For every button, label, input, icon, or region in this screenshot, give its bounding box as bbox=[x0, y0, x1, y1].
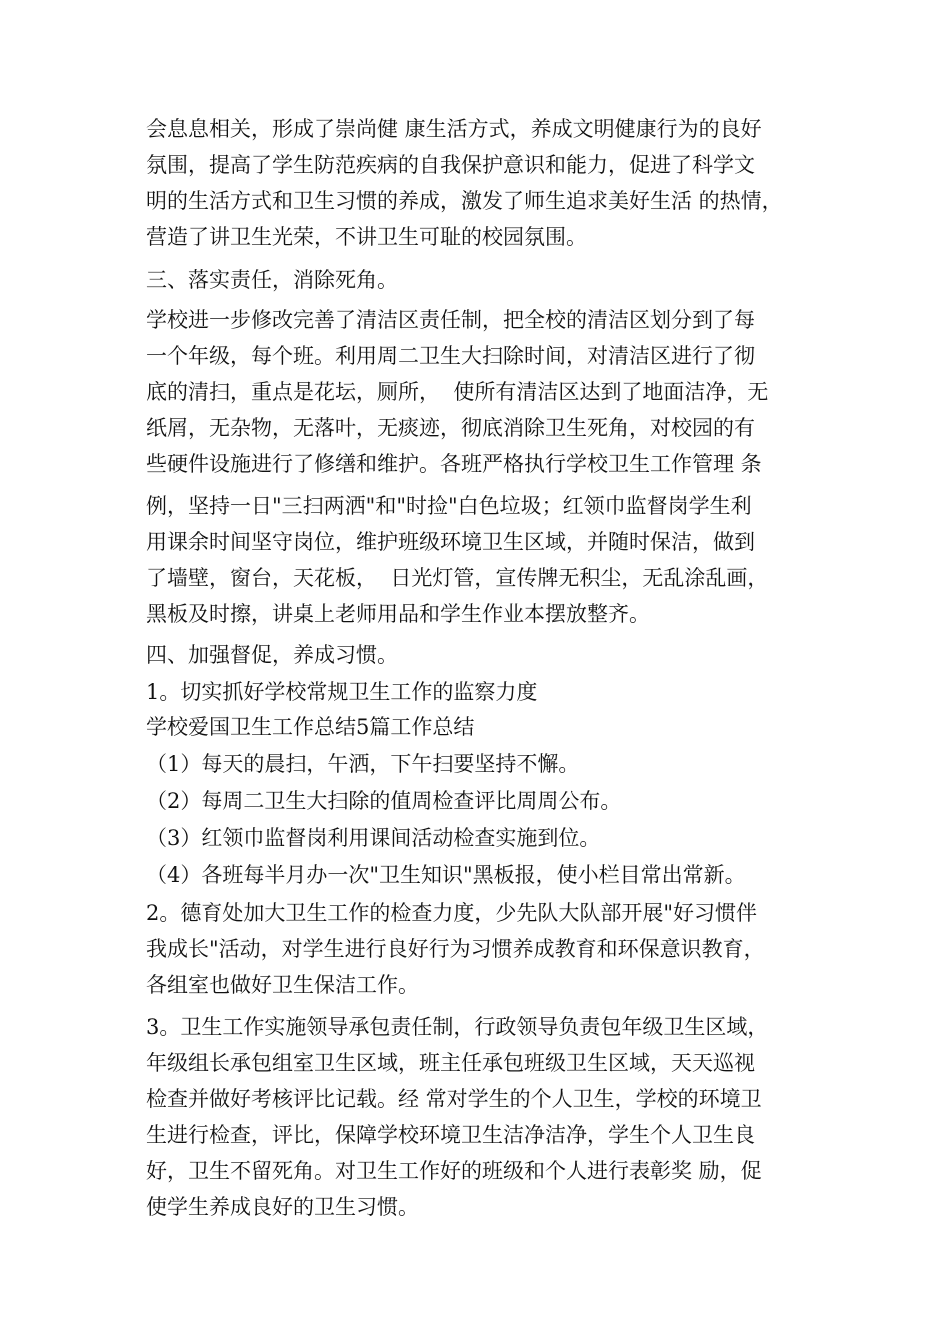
text-line: 生进行检查，评比，保障学校环境卫生洁净洁净，学生个人卫生良 bbox=[146, 1123, 755, 1147]
text-line: 纸屑，无杂物，无落叶，无痰迹，彻底消除卫生死角，对校园的有 bbox=[146, 416, 755, 440]
list-item: （2）每周二卫生大扫除的值周检查评比周周公布。 bbox=[146, 789, 622, 813]
text-line: 明的生活方式和卫生习惯的养成，激发了师生追求美好生活 的热情， bbox=[146, 189, 783, 213]
text-line: 例，坚持一日"三扫两洒"和"时捡"白色垃圾；红领巾监督岗学生利 bbox=[146, 494, 752, 518]
text-line: 3。卫生工作实施领导承包责任制，行政领导负责包年级卫生区域， bbox=[146, 1015, 769, 1039]
text-line: 好，卫生不留死角。对卫生工作好的班级和个人进行表彰奖 励，促 bbox=[146, 1159, 762, 1183]
list-item: （4）各班每半月办一次"卫生知识"黑板报，使小栏目常出常新。 bbox=[146, 863, 746, 887]
list-item: （1）每天的晨扫，午洒，下午扫要坚持不懈。 bbox=[146, 752, 580, 776]
text-line: 底的清扫，重点是花坛，厕所， 使所有清洁区达到了地面洁净，无 bbox=[146, 380, 769, 404]
text-line: 了墙壁，窗台，天花板， 日光灯管，宣传牌无积尘，无乱涂乱画， bbox=[146, 566, 769, 590]
text-line: 黑板及时擦，讲桌上老师用品和学生作业本摆放整齐。 bbox=[146, 602, 650, 626]
text-line: 2。德育处加大卫生工作的检查力度，少先队大队部开展"好习惯伴 bbox=[146, 901, 758, 925]
text-line: 营造了讲卫生光荣，不讲卫生可耻的校园氛围。 bbox=[146, 225, 587, 249]
section-heading: 四、加强督促，养成习惯。 bbox=[146, 643, 398, 667]
section-heading: 三、落实责任，消除死角。 bbox=[146, 268, 398, 292]
inline-title: 学校爱国卫生工作总结5篇工作总结 bbox=[146, 715, 475, 739]
text-line: 会息息相关，形成了崇尚健 康生活方式，养成文明健康行为的良好 bbox=[146, 117, 762, 141]
text-line: 一个年级，每个班。利用周二卫生大扫除时间，对清洁区进行了彻 bbox=[146, 344, 755, 368]
text-line: 年级组长承包组室卫生区域，班主任承包班级卫生区域，天天巡视 bbox=[146, 1051, 755, 1075]
text-line: 检查并做好考核评比记载。经 常对学生的个人卫生，学校的环境卫 bbox=[146, 1087, 762, 1111]
text-line: 我成长"活动，对学生进行良好行为习惯养成教育和环保意识教育， bbox=[146, 937, 765, 961]
text-line: 用课余时间坚守岗位，维护班级环境卫生区域，并随时保洁，做到 bbox=[146, 530, 755, 554]
text-line: 氛围，提高了学生防范疾病的自我保护意识和能力，促进了科学文 bbox=[146, 153, 755, 177]
list-item: （3）红领巾监督岗利用课间活动检查实施到位。 bbox=[146, 826, 601, 850]
text-line: 学校进一步修改完善了清洁区责任制，把全校的清洁区划分到了每 bbox=[146, 308, 755, 332]
text-line: 些硬件设施进行了修缮和维护。各班严格执行学校卫生工作管理 条 bbox=[146, 452, 762, 476]
text-line: 各组室也做好卫生保洁工作。 bbox=[146, 973, 419, 997]
list-item: 1。切实抓好学校常规卫生工作的监察力度 bbox=[146, 680, 538, 704]
text-line: 使学生养成良好的卫生习惯。 bbox=[146, 1195, 419, 1219]
